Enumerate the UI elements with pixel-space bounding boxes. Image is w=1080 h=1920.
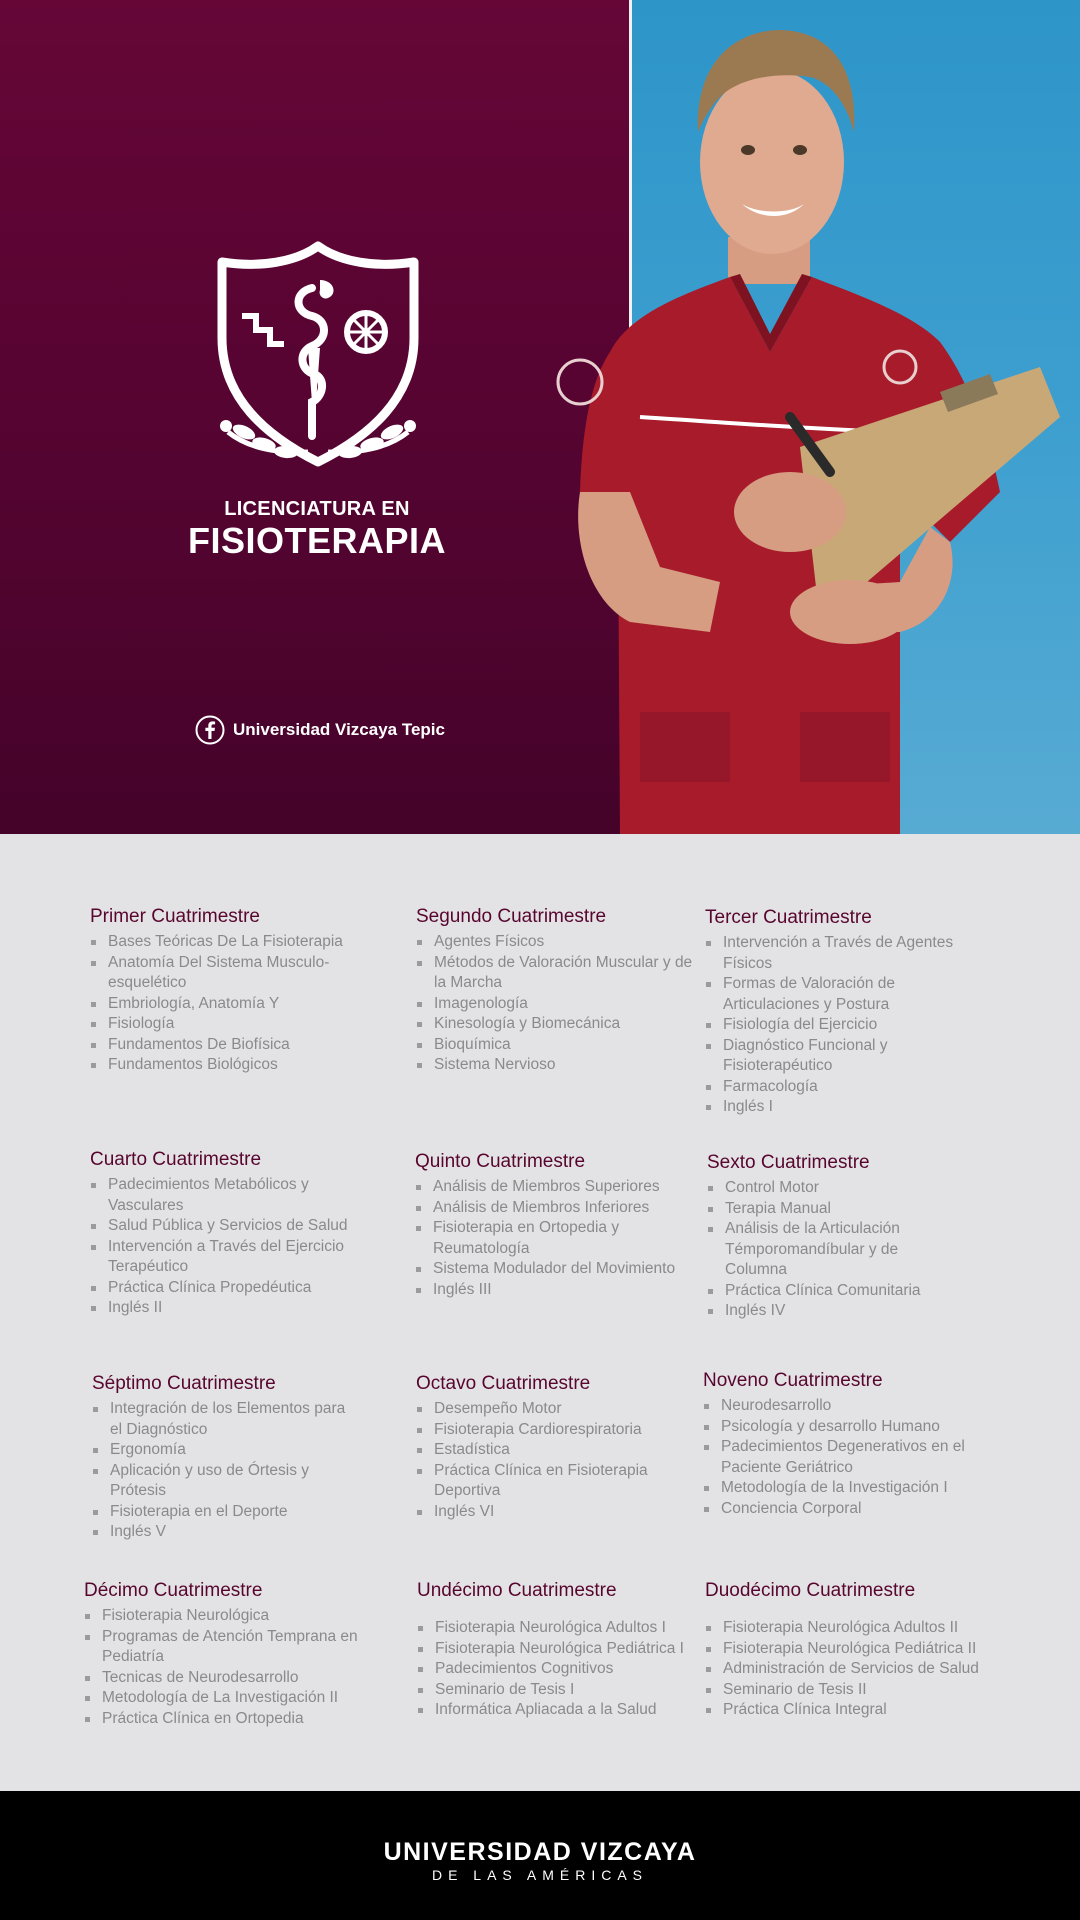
- semester-block: [84, 1580, 384, 1729]
- course-item: Seminario de Tesis II: [705, 1680, 1005, 1701]
- facebook-icon: [195, 715, 225, 745]
- course-item: Aplicación y uso de Órtesis y Prótesis: [92, 1461, 352, 1502]
- footer: [0, 1791, 1080, 1920]
- course-item: Fisioterapia Neurológica Adultos I: [417, 1618, 687, 1639]
- semester-block: [90, 906, 390, 1076]
- course-item: Padecimientos Degenerativos en el Paciente Geriátrico: [703, 1437, 993, 1478]
- university-logo-name: UNIVERSIDAD VIZCAYA: [383, 1838, 697, 1866]
- course-item: Tecnicas de Neurodesarrollo: [84, 1668, 384, 1689]
- course-item: Control Motor: [707, 1178, 957, 1199]
- course-item: Agentes Físicos: [416, 932, 696, 953]
- course-item: Fisiología del Ejercicio: [705, 1015, 975, 1036]
- semester-title: Cuarto Cuatrimestre: [90, 1149, 262, 1170]
- course-item: Informática Apliacada a la Salud: [417, 1700, 687, 1721]
- semester-title: Décimo Cuatrimestre: [84, 1580, 263, 1601]
- course-item: Formas de Valoración de Articulaciones y Postura: [705, 974, 975, 1015]
- semester-block: [705, 907, 975, 1118]
- course-item: Práctica Clínica en Fisioterapia Deportiva: [416, 1461, 676, 1502]
- course-item: Análisis de Miembros Inferiores: [415, 1198, 715, 1219]
- course-item: Seminario de Tesis I: [417, 1680, 687, 1701]
- university-logo-tagline: DE LAS AMÉRICAS: [431, 1867, 649, 1883]
- course-item: Inglés I: [705, 1097, 975, 1118]
- semester-title: Séptimo Cuatrimestre: [92, 1373, 276, 1394]
- course-item: Imagenología: [416, 994, 696, 1015]
- course-item: Práctica Clínica en Ortopedia: [84, 1709, 384, 1730]
- course-item: Fundamentos De Biofísica: [90, 1035, 390, 1056]
- course-item: Práctica Clínica Comunitaria: [707, 1281, 957, 1302]
- semester-block: [705, 1580, 1005, 1721]
- semester-title: Primer Cuatrimestre: [90, 906, 260, 927]
- hero-banner: [0, 0, 1080, 834]
- course-item: Fisioterapia en Ortopedia y Reumatología: [415, 1218, 715, 1259]
- semester-block: [707, 1152, 957, 1322]
- semester-title: Octavo Cuatrimestre: [416, 1373, 591, 1394]
- course-item: Fisioterapia Cardiorespiratoria: [416, 1420, 676, 1441]
- semester-title: Noveno Cuatrimestre: [703, 1370, 883, 1391]
- course-item: Anatomía Del Sistema Musculo-esquelético: [90, 953, 390, 994]
- semester-title: Duodécimo Cuatrimestre: [705, 1580, 916, 1601]
- course-item: Fisioterapia Neurológica Pediátrica II: [705, 1639, 1005, 1660]
- program-subtitle: LICENCIATURA EN: [224, 498, 410, 520]
- course-item: Inglés II: [90, 1298, 380, 1319]
- course-item: Desempeño Motor: [416, 1399, 676, 1420]
- course-item: Neurodesarrollo: [703, 1396, 993, 1417]
- course-item: Inglés V: [92, 1522, 352, 1543]
- semester-block: [417, 1580, 687, 1721]
- course-item: Conciencia Corporal: [703, 1499, 993, 1520]
- semester-title: Segundo Cuatrimestre: [416, 906, 607, 927]
- course-item: Metodología de La Investigación II: [84, 1688, 384, 1709]
- course-item: Análisis de la Articulación Témporomandíbular y de Columna: [707, 1219, 957, 1281]
- facebook-link[interactable]: [195, 715, 445, 745]
- course-item: Kinesología y Biomecánica: [416, 1014, 696, 1035]
- semester-block: [92, 1373, 352, 1543]
- course-item: Programas de Atención Temprana en Pediatría: [84, 1627, 384, 1668]
- semester-block: [416, 1373, 676, 1522]
- course-item: Padecimientos Cognitivos: [417, 1659, 687, 1680]
- semester-block: [703, 1370, 993, 1519]
- course-item: Fisioterapia Neurológica Adultos II: [705, 1618, 1005, 1639]
- course-item: Sistema Nervioso: [416, 1055, 696, 1076]
- course-item: Fisiología: [90, 1014, 390, 1035]
- semester-block: [90, 1149, 380, 1319]
- course-item: Intervención a Través de Agentes Físicos: [705, 933, 975, 974]
- course-item: Embriología, Anatomía Y: [90, 994, 390, 1015]
- course-item: Administración de Servicios de Salud: [705, 1659, 1005, 1680]
- course-item: Fisioterapia Neurológica: [84, 1606, 384, 1627]
- course-item: Terapia Manual: [707, 1199, 957, 1220]
- course-item: Práctica Clínica Propedéutica: [90, 1278, 380, 1299]
- course-item: Intervención a Través del Ejercicio Terapéutico: [90, 1237, 380, 1278]
- course-item: Fisioterapia Neurológica Pediátrica I: [417, 1639, 687, 1660]
- course-item: Análisis de Miembros Superiores: [415, 1177, 715, 1198]
- course-item: Metodología de la Investigación I: [703, 1478, 993, 1499]
- course-item: Métodos de Valoración Muscular y de la Marcha: [416, 953, 696, 994]
- semester-title: Quinto Cuatrimestre: [415, 1151, 586, 1172]
- course-item: Bases Teóricas De La Fisioterapia: [90, 932, 390, 953]
- course-item: Farmacología: [705, 1077, 975, 1098]
- student-photo: [520, 22, 1060, 834]
- semester-block: [416, 906, 696, 1076]
- course-item: Inglés IV: [707, 1301, 957, 1322]
- semester-title: Tercer Cuatrimestre: [705, 907, 872, 928]
- course-item: Práctica Clínica Integral: [705, 1700, 1005, 1721]
- course-item: Fundamentos Biológicos: [90, 1055, 390, 1076]
- course-item: Integración de los Elementos para el Diagnóstico: [92, 1399, 352, 1440]
- course-item: Fisioterapia en el Deporte: [92, 1502, 352, 1523]
- semester-block: [415, 1151, 715, 1300]
- course-item: Inglés III: [415, 1280, 715, 1301]
- program-title: FISIOTERAPIA: [187, 520, 447, 561]
- course-item: Ergonomía: [92, 1440, 352, 1461]
- course-item: Diagnóstico Funcional y Fisioterapéutico: [705, 1036, 975, 1077]
- course-item: Psicología y desarrollo Humano: [703, 1417, 993, 1438]
- semester-title: Sexto Cuatrimestre: [707, 1152, 870, 1173]
- course-item: Padecimientos Metabólicos y Vasculares: [90, 1175, 380, 1216]
- course-item: Salud Pública y Servicios de Salud: [90, 1216, 380, 1237]
- facebook-label: Universidad Vizcaya Tepic: [233, 720, 445, 739]
- course-item: Estadística: [416, 1440, 676, 1461]
- shield-caduceus-icon: [208, 240, 428, 486]
- course-item: Inglés VI: [416, 1502, 676, 1523]
- course-item: Sistema Modulador del Movimiento: [415, 1259, 715, 1280]
- course-item: Bioquímica: [416, 1035, 696, 1056]
- semester-title: Undécimo Cuatrimestre: [417, 1580, 617, 1601]
